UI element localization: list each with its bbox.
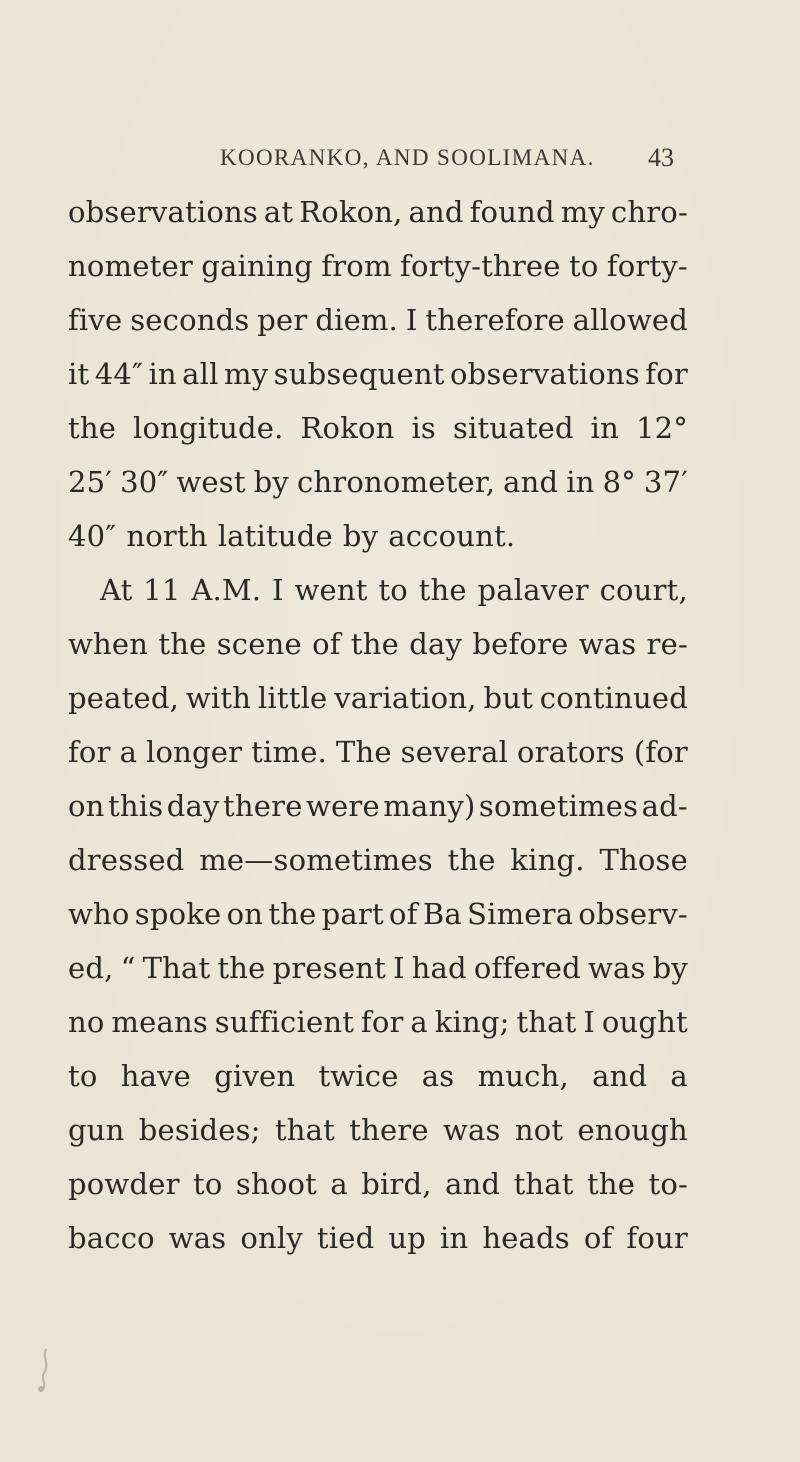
word: variation, bbox=[334, 681, 477, 715]
word: at bbox=[263, 195, 294, 229]
word: found bbox=[469, 195, 555, 229]
word: in bbox=[439, 1221, 469, 1255]
word: present bbox=[272, 951, 386, 985]
word: had bbox=[411, 951, 467, 985]
word: and bbox=[503, 465, 559, 499]
word: that bbox=[513, 1167, 574, 1201]
word: to bbox=[568, 249, 599, 283]
word: to- bbox=[648, 1167, 688, 1201]
word: powder bbox=[68, 1167, 180, 1201]
word: ed, bbox=[68, 951, 114, 985]
word: Rokon bbox=[300, 411, 395, 445]
word: and bbox=[445, 1167, 501, 1201]
text-line bbox=[68, 455, 688, 509]
word: palaver bbox=[477, 573, 589, 607]
word: 30″ bbox=[120, 465, 169, 499]
word: heads bbox=[482, 1221, 570, 1255]
word: was bbox=[578, 627, 637, 661]
text-line bbox=[68, 401, 688, 455]
word: the bbox=[418, 573, 467, 607]
word: is bbox=[411, 411, 437, 445]
word: my bbox=[560, 195, 605, 229]
text-line bbox=[68, 941, 688, 995]
word: part bbox=[321, 897, 384, 931]
word: given bbox=[214, 1059, 296, 1093]
word: That bbox=[142, 951, 211, 985]
word: 44″ bbox=[94, 357, 144, 391]
word: of bbox=[583, 1221, 613, 1255]
word: with bbox=[185, 681, 252, 715]
word: tied bbox=[316, 1221, 375, 1255]
word: re- bbox=[646, 627, 688, 661]
word: to bbox=[193, 1167, 223, 1201]
word: by bbox=[253, 465, 290, 499]
text-line bbox=[68, 725, 688, 779]
word: Simera bbox=[467, 897, 574, 931]
word: a bbox=[119, 735, 138, 769]
word: scene bbox=[216, 627, 302, 661]
word: subsequent bbox=[273, 357, 445, 391]
word: of bbox=[389, 897, 418, 931]
word: the bbox=[217, 951, 266, 985]
running-title: KOORANKO, AND SOOLIMANA. bbox=[220, 145, 595, 170]
word: means bbox=[111, 1005, 208, 1039]
word: observations bbox=[68, 195, 258, 229]
word: before bbox=[472, 627, 569, 661]
word: spoke bbox=[134, 897, 222, 931]
word: by bbox=[342, 519, 379, 553]
word: for bbox=[68, 735, 111, 769]
word: day bbox=[409, 627, 463, 661]
word: time. bbox=[251, 735, 327, 769]
word: court, bbox=[599, 573, 688, 607]
word: in bbox=[590, 411, 620, 445]
word: the bbox=[68, 411, 117, 445]
word: Those bbox=[599, 843, 688, 877]
text-line bbox=[68, 239, 688, 293]
word: me—sometimes bbox=[199, 843, 433, 877]
word: bacco bbox=[68, 1221, 155, 1255]
word: little bbox=[257, 681, 328, 715]
word: day bbox=[166, 789, 220, 823]
word: continued bbox=[539, 681, 688, 715]
word: the bbox=[447, 843, 496, 877]
word: 11 bbox=[143, 573, 181, 607]
word: by bbox=[652, 951, 688, 985]
word: was bbox=[168, 1221, 227, 1255]
word: to bbox=[378, 573, 408, 607]
word: observations bbox=[449, 357, 640, 391]
word: of bbox=[312, 627, 341, 661]
word: the bbox=[587, 1167, 636, 1201]
text-line bbox=[68, 617, 688, 671]
word: to bbox=[68, 1059, 98, 1093]
text-line bbox=[68, 347, 688, 401]
word: but bbox=[483, 681, 533, 715]
word: forty- bbox=[606, 249, 688, 283]
word: The bbox=[335, 735, 392, 769]
word: diem. bbox=[315, 303, 399, 337]
text-line bbox=[68, 887, 688, 941]
word: that bbox=[274, 1113, 335, 1147]
page-number: 43 bbox=[648, 143, 674, 172]
word: the bbox=[268, 897, 317, 931]
word: chro- bbox=[610, 195, 688, 229]
word: longitude. bbox=[133, 411, 284, 445]
word: per bbox=[257, 303, 308, 337]
word: seconds bbox=[130, 303, 250, 337]
word: in bbox=[566, 465, 595, 499]
word: for bbox=[645, 357, 688, 391]
body-text bbox=[68, 185, 688, 1265]
word: a bbox=[670, 1059, 688, 1093]
word: from bbox=[321, 249, 392, 283]
word: I bbox=[405, 303, 418, 337]
text-line bbox=[68, 995, 688, 1049]
word: 37′ bbox=[643, 465, 688, 499]
text-line bbox=[68, 563, 688, 617]
word: offered bbox=[473, 951, 581, 985]
text-line bbox=[68, 1049, 688, 1103]
text-line bbox=[68, 671, 688, 725]
word: five bbox=[68, 303, 123, 337]
word: it bbox=[68, 357, 90, 391]
word: 8° bbox=[602, 465, 636, 499]
word: account. bbox=[388, 519, 516, 553]
word: was bbox=[443, 1113, 501, 1147]
word: twice bbox=[318, 1059, 399, 1093]
word: king; bbox=[434, 1005, 510, 1039]
word: were bbox=[306, 789, 380, 823]
word: who bbox=[68, 897, 130, 931]
text-line bbox=[68, 509, 688, 563]
word: for bbox=[360, 1005, 404, 1039]
word: my bbox=[224, 357, 269, 391]
word: when bbox=[68, 627, 149, 661]
word: on bbox=[226, 897, 264, 931]
text-line bbox=[68, 1103, 688, 1157]
word: I bbox=[583, 1005, 596, 1039]
word: ought bbox=[601, 1005, 688, 1039]
word: observ- bbox=[578, 897, 688, 931]
word: Ba bbox=[422, 897, 462, 931]
text-line bbox=[68, 1157, 688, 1211]
word: situated bbox=[452, 411, 574, 445]
word: 12° bbox=[635, 411, 688, 445]
word: that bbox=[516, 1005, 577, 1039]
word: several bbox=[400, 735, 509, 769]
word: four bbox=[626, 1221, 688, 1255]
word: this bbox=[108, 789, 164, 823]
text-line bbox=[68, 779, 688, 833]
word: chronometer, bbox=[297, 465, 496, 499]
word: and bbox=[408, 195, 464, 229]
word: shoot bbox=[235, 1167, 318, 1201]
word: gaining bbox=[201, 249, 313, 283]
word: I bbox=[272, 573, 284, 607]
running-head bbox=[0, 145, 800, 179]
word: sufficient bbox=[214, 1005, 355, 1039]
word: 25′ bbox=[68, 465, 113, 499]
word: “ bbox=[120, 951, 136, 985]
word: allowed bbox=[572, 303, 688, 337]
word: bird, bbox=[361, 1167, 432, 1201]
word: went bbox=[294, 573, 368, 607]
word: on bbox=[68, 789, 105, 823]
word: longer bbox=[146, 735, 243, 769]
word: sometimes bbox=[478, 789, 639, 823]
word: only bbox=[240, 1221, 303, 1255]
word: the bbox=[350, 627, 399, 661]
word: latitude bbox=[217, 519, 333, 553]
word: as bbox=[421, 1059, 455, 1093]
word: ad- bbox=[641, 789, 688, 823]
word: orators bbox=[517, 735, 625, 769]
word: king. bbox=[510, 843, 585, 877]
word: and bbox=[592, 1059, 648, 1093]
text-line bbox=[68, 833, 688, 887]
word: At bbox=[100, 573, 133, 607]
word: 40″ bbox=[68, 519, 117, 553]
word: A.M. bbox=[191, 573, 262, 607]
word: forty-three bbox=[400, 249, 561, 283]
word: have bbox=[120, 1059, 192, 1093]
word: (for bbox=[633, 735, 688, 769]
word: there bbox=[349, 1113, 429, 1147]
word: all bbox=[182, 357, 219, 391]
word: besides; bbox=[138, 1113, 261, 1147]
text-line bbox=[68, 185, 688, 239]
word: north bbox=[126, 519, 208, 553]
word: dressed bbox=[68, 843, 185, 877]
word: peated, bbox=[68, 681, 180, 715]
word: therefore bbox=[425, 303, 565, 337]
word: no bbox=[68, 1005, 105, 1039]
word: enough bbox=[577, 1113, 688, 1147]
word: west bbox=[176, 465, 246, 499]
word: much, bbox=[477, 1059, 569, 1093]
ink-smudge-icon bbox=[32, 1345, 58, 1395]
text-line bbox=[68, 1211, 688, 1265]
word: a bbox=[410, 1005, 428, 1039]
word: many) bbox=[383, 789, 476, 823]
word: gun bbox=[68, 1113, 125, 1147]
word: not bbox=[514, 1113, 564, 1147]
word: the bbox=[158, 627, 207, 661]
text-line bbox=[68, 293, 688, 347]
word: was bbox=[587, 951, 646, 985]
word: up bbox=[388, 1221, 427, 1255]
word: I bbox=[392, 951, 405, 985]
word: a bbox=[330, 1167, 348, 1201]
word: nometer bbox=[68, 249, 193, 283]
word: in bbox=[148, 357, 177, 391]
word: Rokon, bbox=[299, 195, 403, 229]
word: there bbox=[223, 789, 303, 823]
